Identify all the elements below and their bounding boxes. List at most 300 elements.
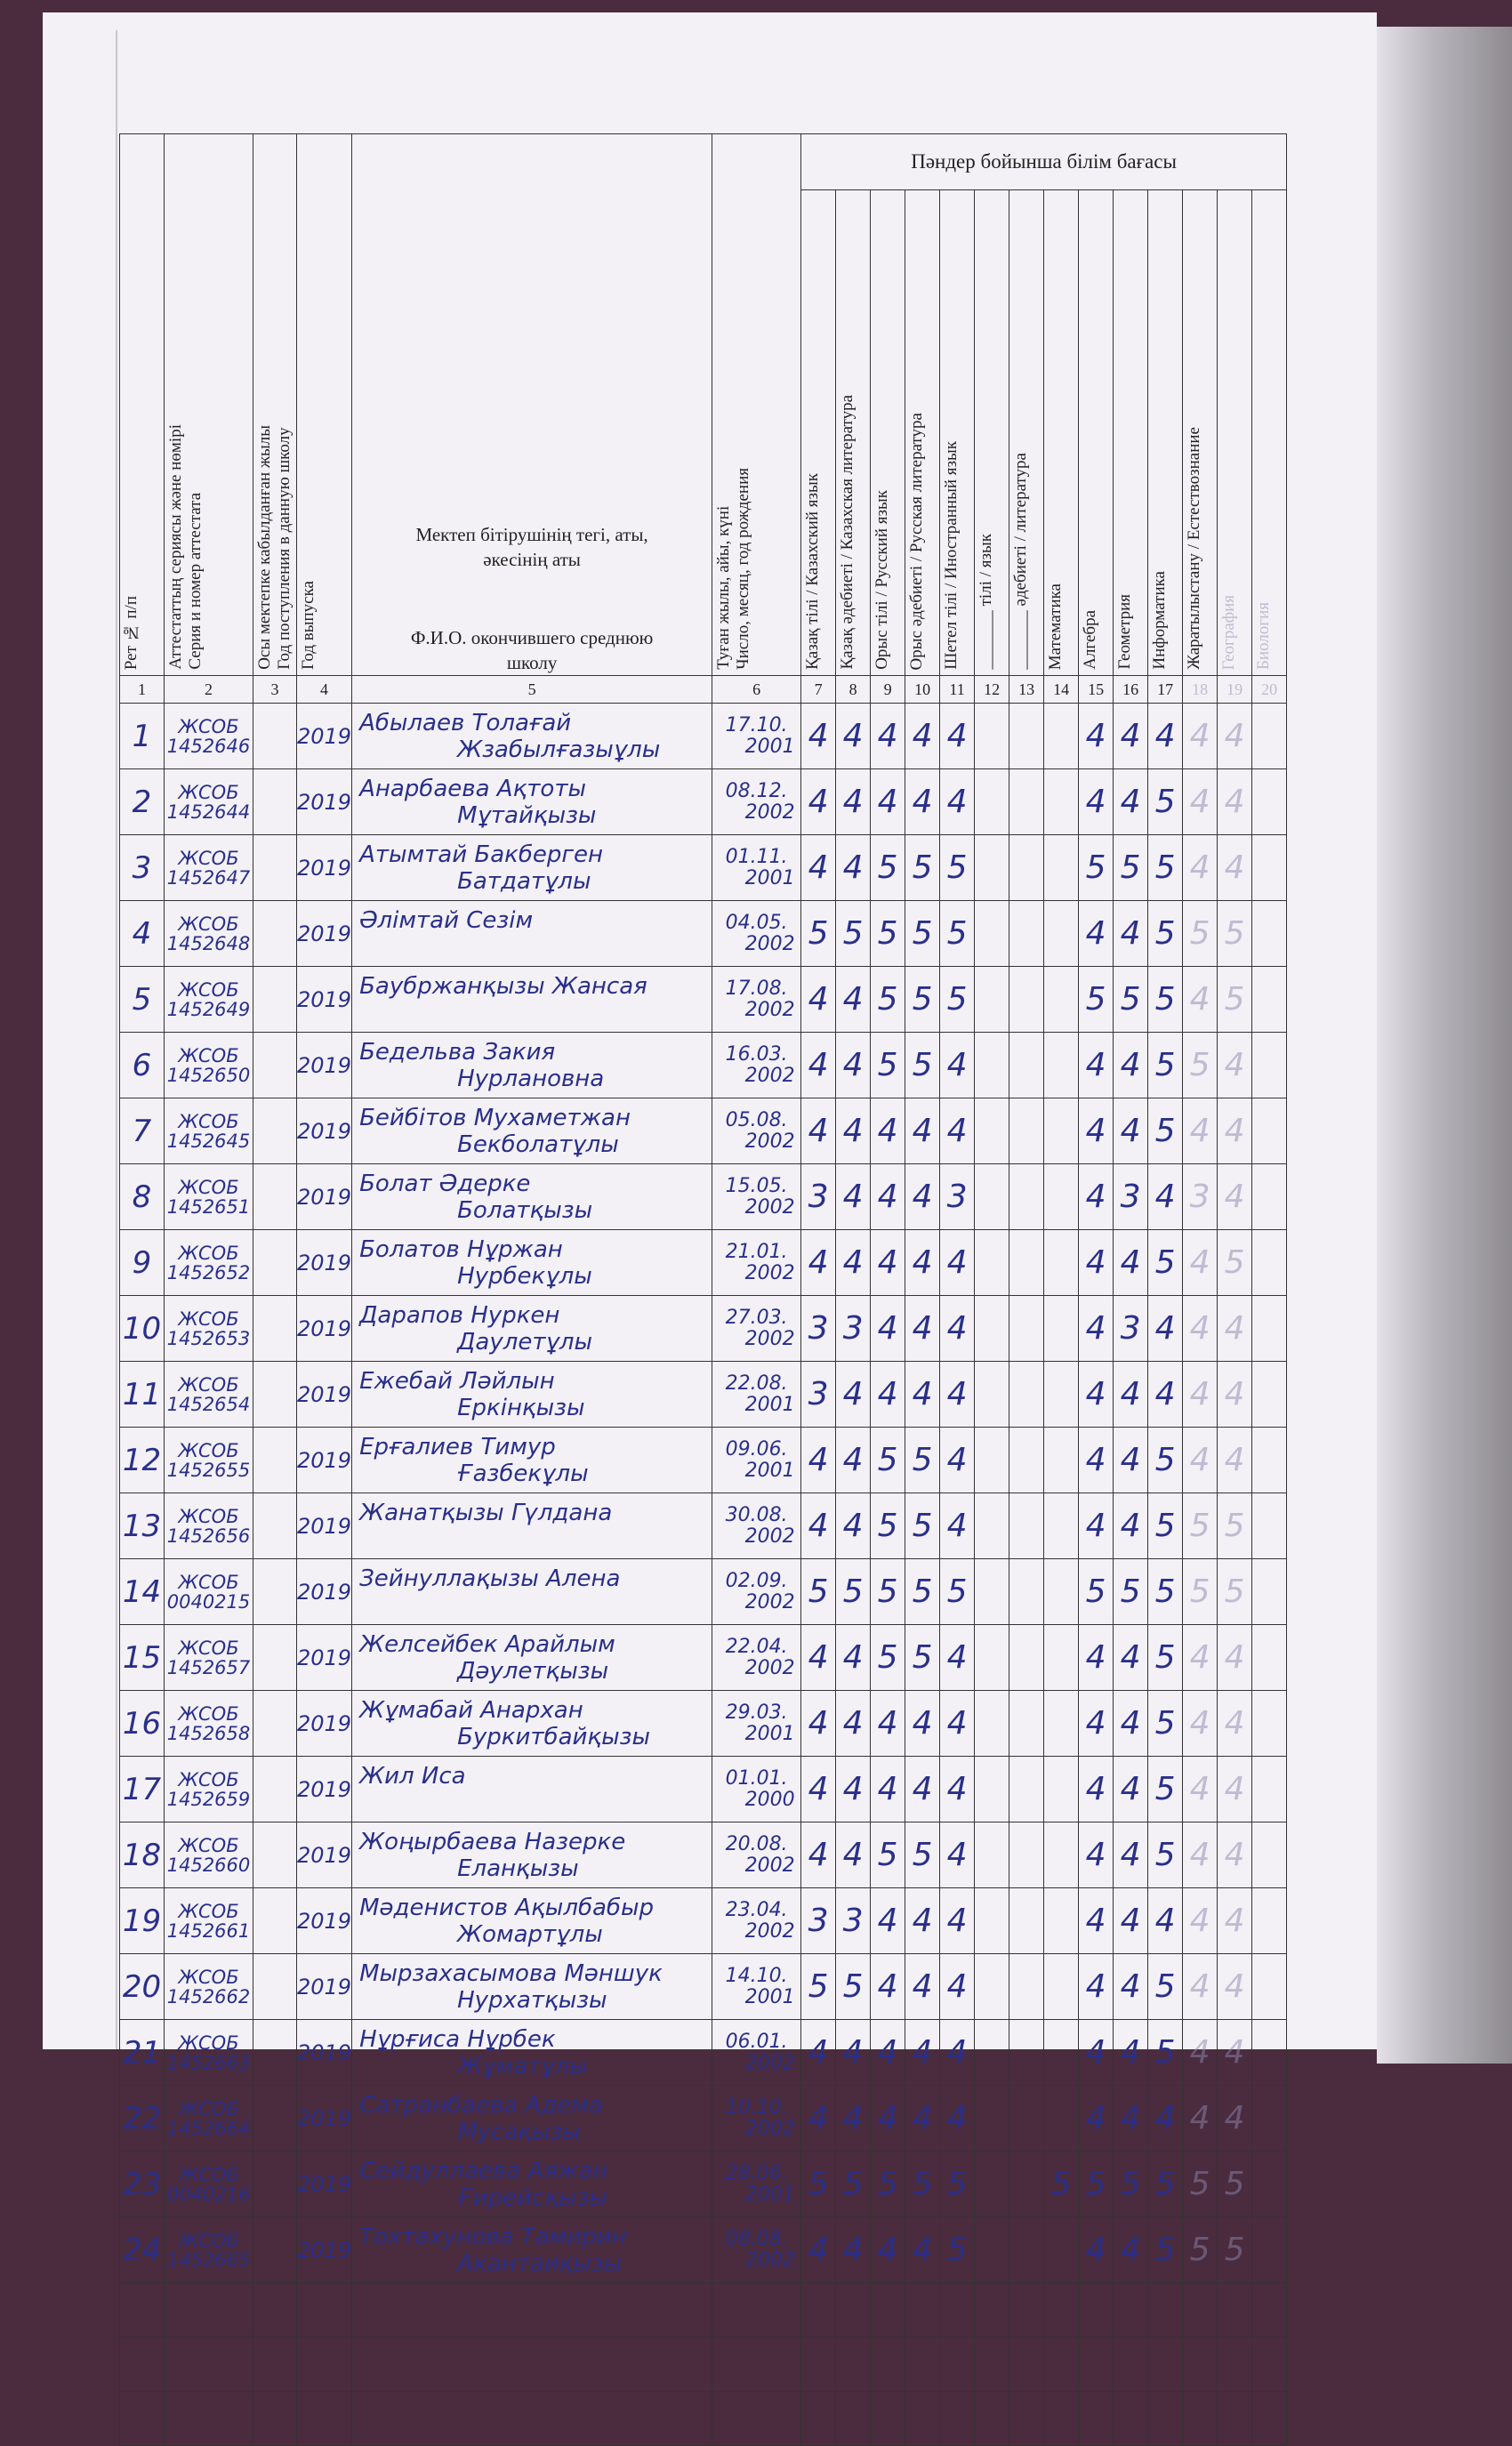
row-number: 15	[122, 1639, 162, 1676]
graduation-year: 2019	[297, 1316, 352, 1341]
grade: 3	[842, 1310, 864, 1347]
table-row	[120, 2020, 1287, 2086]
certificate-number: 1452660	[166, 1854, 251, 1876]
grade: 4	[1224, 1639, 1245, 1676]
header-admission-year	[253, 134, 297, 676]
birth-year: 2002	[744, 2117, 795, 2140]
header-birth-date	[712, 134, 801, 676]
graduation-year: 2019	[297, 1776, 352, 1802]
grade: 4	[1154, 1376, 1176, 1412]
grade: 4	[1154, 1179, 1176, 1215]
grade: 4	[842, 1047, 864, 1083]
student-name: Сатранбаева Адема	[359, 2091, 603, 2119]
certificate-number: 1452650	[166, 1064, 251, 1086]
column-number: 8	[836, 676, 871, 704]
grade: 4	[946, 1639, 968, 1676]
register-rows	[120, 704, 1287, 2446]
grade: 4	[842, 1442, 864, 1478]
grade: 4	[946, 1376, 968, 1412]
table-row	[120, 1691, 1287, 1757]
row-number: 12	[122, 1442, 162, 1478]
header-subject	[905, 190, 940, 676]
student-name: Ежебай Ләйлын	[359, 1367, 555, 1395]
birth-date: 22.08.	[725, 1372, 788, 1395]
grade: 4	[842, 981, 864, 1018]
grade: 4	[808, 1705, 829, 1742]
grade: 5	[912, 981, 933, 1018]
grade: 4	[877, 1113, 898, 1149]
grade: 4	[1189, 2100, 1210, 2136]
birth-date: 01.11.	[725, 845, 788, 868]
grade: 5	[912, 1837, 933, 1873]
grade: 4	[1120, 784, 1141, 820]
birth-date: 02.09.	[725, 1569, 788, 1592]
grade: 5	[1154, 1113, 1176, 1149]
certificate-series: ЖСОБ	[178, 1110, 239, 1132]
grade: 4	[1085, 1771, 1106, 1807]
graduation-year: 2019	[297, 1908, 352, 1934]
birth-date: 10.10.	[725, 2096, 788, 2119]
grade: 4	[912, 784, 933, 820]
student-patronymic: Даулетұлы	[457, 1328, 593, 1356]
column-number: 20	[1252, 676, 1287, 704]
grade: 4	[1189, 1244, 1210, 1281]
grade: 4	[1224, 784, 1245, 820]
grade: 4	[946, 784, 968, 820]
certificate-number: 1452658	[166, 1722, 251, 1744]
page-margin-line	[96, 30, 117, 2049]
column-number: 11	[940, 676, 975, 704]
grade: 4	[842, 1771, 864, 1807]
grade: 4	[808, 2232, 829, 2268]
certificate-number: 1452661	[166, 1919, 251, 1942]
grade: 4	[946, 1244, 968, 1281]
certificate-number: 1452645	[166, 1130, 251, 1152]
student-patronymic: Акантаиқызы	[457, 2249, 623, 2277]
column-number: 5	[352, 676, 712, 704]
grade: 5	[912, 2166, 933, 2202]
student-name: Мәденистов Ақылбабыр	[359, 1894, 654, 1921]
student-patronymic: Мусақызы	[457, 2118, 581, 2145]
grade: 5	[1085, 981, 1106, 1018]
column-number-row	[120, 676, 1287, 704]
grade: 4	[842, 1179, 864, 1215]
student-patronymic: Еркінқызы	[457, 1394, 585, 1421]
grade: 4	[912, 2100, 933, 2136]
grade: 5	[1120, 1573, 1141, 1610]
certificate-series: ЖСОБ	[178, 913, 239, 935]
row-number: 23	[122, 2166, 162, 2202]
grade: 4	[1189, 981, 1210, 1018]
column-number: 9	[871, 676, 905, 704]
graduation-year: 2019	[297, 2237, 352, 2263]
certificate-number: 1452646	[166, 735, 251, 757]
grade: 5	[1154, 2166, 1176, 2202]
grade: 5	[912, 849, 933, 886]
grade: 5	[877, 1837, 898, 1873]
grade: 4	[946, 1771, 968, 1807]
birth-year: 2002	[744, 1327, 795, 1350]
certificate-series: ЖСОБ	[178, 1505, 239, 1527]
header-subject	[1114, 190, 1148, 676]
table-row	[120, 704, 1287, 769]
column-number: 12	[975, 676, 1009, 704]
grade: 4	[808, 1113, 829, 1149]
table-row	[120, 1822, 1287, 1888]
header-subject	[871, 190, 905, 676]
grade: 4	[877, 1968, 898, 2005]
row-number: 11	[122, 1376, 162, 1412]
subject-label: Шетел тілі / Иностранный язык	[942, 441, 961, 670]
grade: 5	[877, 849, 898, 886]
graduation-year: 2019	[297, 2105, 352, 2131]
subject-label: Қазақ әдебиеті / Казахская литература	[838, 395, 857, 670]
grade: 4	[842, 1837, 864, 1873]
row-number: 13	[122, 1508, 162, 1544]
certificate-series: ЖСОБ	[178, 781, 239, 803]
certificate-number: 1452654	[166, 1393, 251, 1415]
certificate-series: ЖСОБ	[178, 1044, 239, 1066]
header-admission-kk: Осы мектепке кабылданған жылы	[255, 425, 274, 670]
student-patronymic: Буркитбайқызы	[457, 1723, 651, 1750]
table-row	[120, 2152, 1287, 2217]
grade: 4	[808, 2034, 829, 2071]
row-number: 18	[122, 1837, 162, 1873]
grade: 4	[1120, 1903, 1141, 1939]
grade: 4	[912, 2034, 933, 2071]
grade: 4	[842, 2232, 864, 2268]
certificate-series: ЖСОБ	[178, 1439, 239, 1461]
graduation-year: 2019	[297, 1842, 352, 1868]
grade: 4	[1085, 1837, 1106, 1873]
table-row	[120, 1296, 1287, 1362]
table-row	[120, 1230, 1287, 1296]
grade: 5	[1189, 1573, 1210, 1610]
grade: 4	[877, 2100, 898, 2136]
grade: 4	[946, 1705, 968, 1742]
student-patronymic: Еланқызы	[457, 1855, 579, 1882]
student-patronymic: Нурхатқызы	[457, 1986, 607, 2014]
grade: 5	[808, 1968, 829, 2005]
row-number: 1	[132, 718, 152, 754]
column-number: 6	[712, 676, 801, 704]
empty-row	[120, 2337, 1287, 2392]
grade: 4	[1189, 1968, 1210, 2005]
birth-year: 2001	[744, 866, 795, 889]
header-admission-ru: Год поступления в данную школу	[275, 427, 294, 670]
birth-year: 2002	[744, 1261, 795, 1284]
grade: 4	[877, 1376, 898, 1412]
column-number: 18	[1183, 676, 1218, 704]
grade: 5	[1154, 981, 1176, 1018]
certificate-series: ЖСОБ	[178, 1834, 239, 1856]
grade: 4	[1224, 1837, 1245, 1873]
grade: 5	[842, 1573, 864, 1610]
header-certificate-ru: Серия и номер аттестата	[186, 493, 205, 670]
grade: 4	[1189, 1310, 1210, 1347]
grade: 5	[1154, 2232, 1176, 2268]
grade: 4	[842, 718, 864, 754]
grade: 5	[1189, 1508, 1210, 1544]
birth-date: 05.08.	[725, 1108, 788, 1131]
student-name: Жоңырбаева Назерке	[359, 1828, 626, 1855]
grade: 5	[877, 981, 898, 1018]
grade: 4	[1085, 915, 1106, 952]
column-number: 17	[1148, 676, 1183, 704]
grade: 4	[1085, 784, 1106, 820]
grade: 3	[808, 1376, 829, 1412]
certificate-series: ЖСОБ	[178, 1571, 239, 1593]
graduation-year: 2019	[297, 1381, 352, 1407]
grade: 4	[808, 1244, 829, 1281]
student-name: Мырзахасымова Мәншук	[359, 1959, 663, 1987]
grade: 4	[1224, 1113, 1245, 1149]
graduation-year: 2019	[297, 986, 352, 1012]
certificate-series: ЖСОБ	[178, 847, 239, 869]
birth-date: 15.05.	[725, 1174, 788, 1197]
grade: 4	[808, 981, 829, 1018]
grade: 4	[877, 1310, 898, 1347]
grade: 4	[946, 2034, 968, 2071]
student-patronymic	[359, 934, 457, 961]
student-patronymic: Батдатұлы	[457, 867, 591, 895]
subject-label: Биология	[1254, 601, 1274, 670]
empty-row	[120, 2283, 1287, 2337]
grade: 4	[1120, 2034, 1141, 2071]
header-certificate-kk: Аттестаттың сериясы және нөмірі	[166, 424, 185, 670]
grade: 4	[1120, 2100, 1141, 2136]
grade: 5	[808, 1573, 829, 1610]
grade: 4	[912, 1903, 933, 1939]
grade: 4	[808, 1508, 829, 1544]
grade: 4	[842, 1244, 864, 1281]
grade: 4	[808, 718, 829, 754]
grade: 4	[808, 1771, 829, 1807]
grade: 4	[842, 1508, 864, 1544]
grade: 5	[1224, 1244, 1245, 1281]
subject-label: _______ тілі / язык	[977, 534, 996, 670]
student-name: Болат Әдерке	[359, 1170, 531, 1197]
table-row	[120, 1098, 1287, 1164]
grade: 4	[1085, 1047, 1106, 1083]
grade: 4	[842, 1705, 864, 1742]
certificate-number: 0040215	[166, 1590, 251, 1613]
birth-year: 2002	[744, 2051, 795, 2074]
column-number: 19	[1218, 676, 1252, 704]
certificate-series: ЖСОБ	[178, 1373, 239, 1396]
certificate-series: ЖСОБ	[178, 2032, 239, 2054]
birth-date: 30.08.	[725, 1503, 788, 1526]
birth-year: 2001	[744, 2183, 795, 2206]
book-spine-edge	[1377, 27, 1512, 2064]
grade: 4	[877, 1244, 898, 1281]
student-patronymic: Мұтайқызы	[457, 801, 597, 829]
grade: 4	[946, 2100, 968, 2136]
student-name: Жил Иса	[359, 1762, 466, 1790]
birth-year: 2002	[744, 1195, 795, 1219]
grade: 5	[1224, 1573, 1245, 1610]
student-name: Анарбаева Ақтоты	[359, 775, 586, 802]
grade: 5	[808, 2166, 829, 2202]
student-name: Нұрғиса Нұрбек	[359, 2025, 556, 2053]
birth-date: 17.10.	[725, 713, 788, 736]
row-number: 16	[122, 1705, 162, 1742]
graduates-register-table	[119, 133, 1287, 2446]
grade: 5	[1154, 1442, 1176, 1478]
grade: 5	[1189, 1047, 1210, 1083]
grade: 5	[1154, 1639, 1176, 1676]
grade: 4	[912, 2232, 933, 2268]
birth-year: 2002	[744, 1590, 795, 1613]
grade: 4	[946, 1047, 968, 1083]
grade: 5	[1224, 915, 1245, 952]
column-number: 16	[1114, 676, 1148, 704]
table-row	[120, 1493, 1287, 1559]
grade: 3	[808, 1179, 829, 1215]
header-subject	[1044, 190, 1079, 676]
graduation-year: 2019	[297, 921, 352, 946]
grade: 5	[1189, 915, 1210, 952]
student-name: Ерғалиев Тимур	[359, 1433, 556, 1460]
grade: 4	[1189, 718, 1210, 754]
column-number: 7	[801, 676, 836, 704]
grade: 4	[877, 1903, 898, 1939]
certificate-number: 1452656	[166, 1525, 251, 1547]
table-row	[120, 967, 1287, 1033]
grade: 5	[1154, 1508, 1176, 1544]
birth-year: 2002	[744, 1064, 795, 1087]
grade: 4	[1224, 1903, 1245, 1939]
student-name: Дарапов Нуркен	[359, 1301, 560, 1329]
graduation-year: 2019	[297, 789, 352, 815]
student-patronymic: Жұматұлы	[457, 2052, 588, 2080]
subject-label: Геометрия	[1115, 594, 1135, 670]
certificate-series: ЖСОБ	[178, 1966, 239, 1988]
graduation-year: 2019	[297, 2040, 352, 2065]
grade: 4	[1120, 1771, 1141, 1807]
birth-year: 2000	[744, 1788, 795, 1811]
birth-date: 23.04.	[725, 1898, 788, 1921]
grade: 4	[1085, 1968, 1106, 2005]
grade: 4	[842, 784, 864, 820]
grade: 4	[1224, 1968, 1245, 2005]
grade: 4	[1154, 1903, 1176, 1939]
grade: 4	[808, 1639, 829, 1676]
row-number: 3	[132, 849, 152, 886]
certificate-series: ЖСОБ	[178, 2163, 239, 2185]
row-number: 22	[122, 2100, 162, 2136]
subject-label: География	[1219, 594, 1239, 670]
grade: 4	[1120, 1244, 1141, 1281]
graduation-year: 2019	[297, 723, 352, 749]
certificate-number: 1452652	[166, 1261, 251, 1283]
student-patronymic: Болатқызы	[457, 1196, 593, 1224]
certificate-series: ЖСОБ	[178, 1702, 239, 1725]
grade: 4	[912, 1310, 933, 1347]
student-patronymic: Бекболатұлы	[457, 1130, 619, 1158]
graduation-year: 2019	[297, 1447, 352, 1473]
grade: 4	[1085, 2232, 1106, 2268]
grade: 5	[1120, 2166, 1141, 2202]
grade: 4	[1224, 849, 1245, 886]
subject-label: Жаратылыстану / Естествознание	[1185, 427, 1204, 670]
column-number: 4	[297, 676, 352, 704]
birth-year: 2001	[744, 1459, 795, 1482]
grade: 4	[1189, 1113, 1210, 1149]
grade: 4	[1120, 1705, 1141, 1742]
grade: 5	[946, 981, 968, 1018]
student-name: Бейбітов Мухаметжан	[359, 1104, 631, 1131]
grade: 4	[1189, 1376, 1210, 1412]
certificate-number: 1452653	[166, 1327, 251, 1349]
certificate-number: 1452651	[166, 1195, 251, 1218]
table-row	[120, 1428, 1287, 1493]
grade: 4	[1120, 1968, 1141, 2005]
grade: 4	[1085, 1903, 1106, 1939]
row-number: 9	[132, 1244, 152, 1281]
certificate-number: 1452644	[166, 801, 251, 823]
grade: 4	[1154, 718, 1176, 754]
header-subject	[1252, 190, 1287, 676]
subject-label: Орыс тілі / Русский язык	[873, 490, 892, 670]
birth-year: 2002	[744, 801, 795, 824]
graduation-year: 2019	[297, 1513, 352, 1539]
certificate-number: 1452649	[166, 998, 251, 1020]
birth-year: 2002	[744, 932, 795, 955]
subject-label: _______ әдебиеті / литература	[1011, 453, 1031, 670]
row-number: 20	[122, 1968, 162, 2005]
grade: 5	[912, 1047, 933, 1083]
grade: 4	[1120, 2232, 1141, 2268]
grade: 4	[842, 1376, 864, 1412]
grade: 4	[912, 1179, 933, 1215]
grade: 5	[842, 1968, 864, 2005]
grade: 4	[912, 1771, 933, 1807]
header-row-number	[120, 134, 165, 676]
certificate-series: ЖСОБ	[178, 978, 239, 1001]
student-name: Зейнуллақызы Алена	[359, 1565, 621, 1592]
grade: 4	[877, 718, 898, 754]
graduation-year: 2019	[297, 2171, 352, 2197]
student-patronymic: Нурбекұлы	[457, 1262, 592, 1290]
grade: 4	[946, 1310, 968, 1347]
grade: 5	[1050, 2166, 1072, 2202]
grade: 5	[877, 1573, 898, 1610]
grade: 4	[1224, 1771, 1245, 1807]
grade: 5	[877, 1508, 898, 1544]
certificate-number: 1452665	[166, 2249, 251, 2271]
header-subject	[1218, 190, 1252, 676]
grade: 4	[842, 1113, 864, 1149]
grade: 5	[1154, 2034, 1176, 2071]
certificate-series: ЖСОБ	[178, 1307, 239, 1330]
grade: 5	[1120, 981, 1141, 1018]
grade: 5	[877, 915, 898, 952]
grade: 4	[842, 1639, 864, 1676]
grade: 4	[1154, 2100, 1176, 2136]
student-patronymic	[359, 1592, 457, 1619]
certificate-series: ЖСОБ	[178, 1242, 239, 1264]
grade: 5	[1154, 1771, 1176, 1807]
header-subject	[836, 190, 871, 676]
subject-label: Информатика	[1150, 571, 1170, 670]
student-patronymic: Жомартұлы	[457, 1920, 603, 1948]
birth-year: 2002	[744, 1525, 795, 1548]
student-name: Баубржанқызы Жансая	[359, 972, 647, 1000]
row-number: 17	[122, 1771, 162, 1807]
grade: 4	[1224, 1179, 1245, 1215]
grade: 5	[912, 915, 933, 952]
